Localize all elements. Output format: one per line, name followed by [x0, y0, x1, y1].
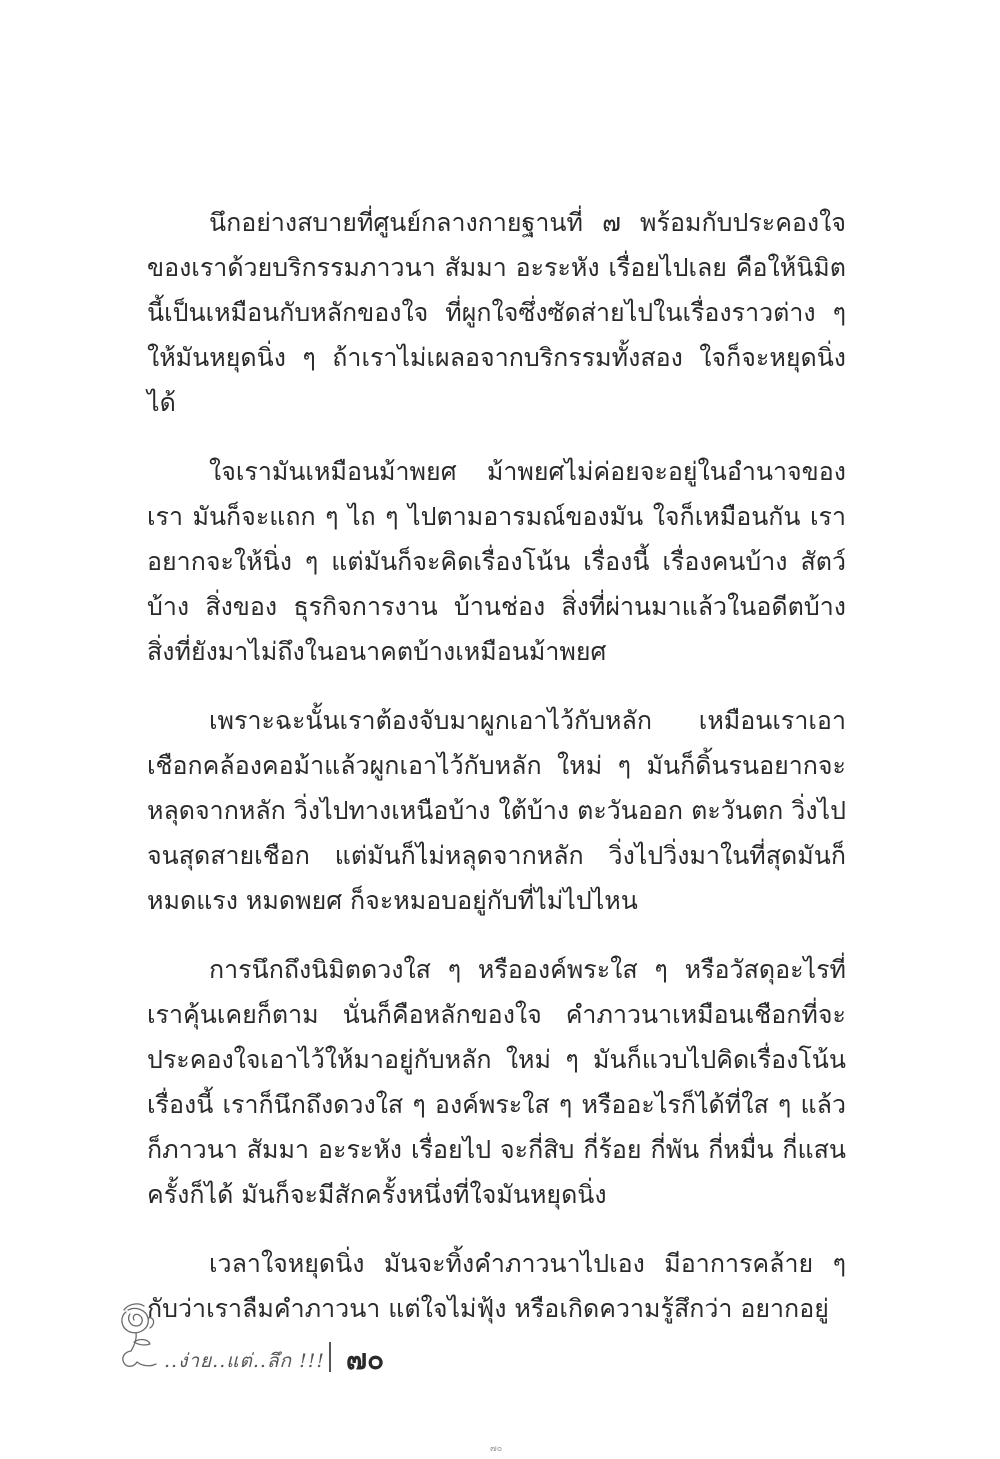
page-number: ๗๐	[346, 1343, 385, 1376]
series-title: ..ง่าย..แต่..ลึก !!!	[164, 1350, 325, 1372]
page-body	[147, 200, 846, 1355]
page-footer	[110, 1300, 430, 1380]
paragraph-4: การนึกถึงนิมิตดวงใส ๆ หรือองค์พระใส ๆ หรือวัสดุอะไรที่เราคุ้นเคยก็ตาม นั่นก็คือหลักของใจ คำภาวนาเหมือนเชือกที่จะประคองใจเอาไว้ให้มาอยู่กับหลัก ใหม่ ๆ มันก็แวบไปคิดเรื่องโน้นเรื่องนี้ เราก็นึกถึงดวงใส ๆ องค์พระใส ๆ หรืออะไรก็ได้ที่ใส ๆ แล้วก็ภาวนา สัมมา อะระหัง เรื่อยไป จะกี่สิบ กี่ร้อย กี่พัน กี่หมื่น กี่แสนครั้งก็ได้ มันก็จะมีสักครั้งหนึ่งที่ใจมันหยุดนิ่ง	[147, 955, 846, 1209]
paragraph-2: ใจเรามันเหมือนม้าพยศ ม้าพยศไม่ค่อยจะอยู่ในอำนาจของเรา มันก็จะแถก ๆ ไถ ๆ ไปตามอารมณ์ของมัน ใจก็เหมือนกัน เราอยากจะให้นิ่ง ๆ แต่มันก็จะคิดเรื่องโน้น เรื่องนี้ เรื่องคนบ้าง สัตว์บ้าง สิ่งของ ธุรกิจการงาน บ้านช่อง สิ่งที่ผ่านมาแล้วในอดีตบ้าง สิ่งที่ยังมาไม่ถึงในอนาคตบ้างเหมือนม้าพยศ	[147, 457, 846, 666]
paragraph-3: เพราะฉะนั้นเราต้องจับมาผูกเอาไว้กับหลัก เหมือนเราเอาเชือกคล้องคอม้าแล้วผูกเอาไว้กับหลัก ใหม่ ๆ มันก็ดิ้นรนอยากจะหลุดจากหลัก วิ่งไปทางเหนือบ้าง ใต้บ้าง ตะวันออก ตะวันตก วิ่งไปจนสุดสายเชือก แต่มันก็ไม่หลุดจากหลัก วิ่งไปวิ่งมาในที่สุดมันก็หมดแรง หมดพยศ ก็จะหมอบอยู่กับที่ไม่ไปไหน	[147, 706, 846, 915]
footer-divider	[329, 1342, 331, 1372]
bottom-page-mark: ๗๐	[490, 1444, 503, 1454]
paragraph-1: นึกอย่างสบายที่ศูนย์กลางกายฐานที่ ๗ พร้อมกับประคองใจของเราด้วยบริกรรมภาวนา สัมมา อะระหัง เรื่อยไปเลย คือให้นิมิตนี้เป็นเหมือนกับหลักของใจ ที่ผูกใจซึ่งซัดส่ายไปในเรื่องราวต่าง ๆ ให้มันหยุดนิ่ง ๆ ถ้าเราไม่เผลอจากบริกรรมทั้งสอง ใจก็จะหยุดนิ่งได้	[147, 208, 846, 417]
rose-drawing-icon	[110, 1300, 170, 1380]
paragraph-5: เวลาใจหยุดนิ่ง มันจะทิ้งคำภาวนาไปเอง มีอาการคล้าย ๆ กับว่าเราลืมคำภาวนา แต่ใจไม่ฟุ้ง หรือเกิดความรู้สึกว่า อยากอยู่	[147, 1249, 846, 1323]
